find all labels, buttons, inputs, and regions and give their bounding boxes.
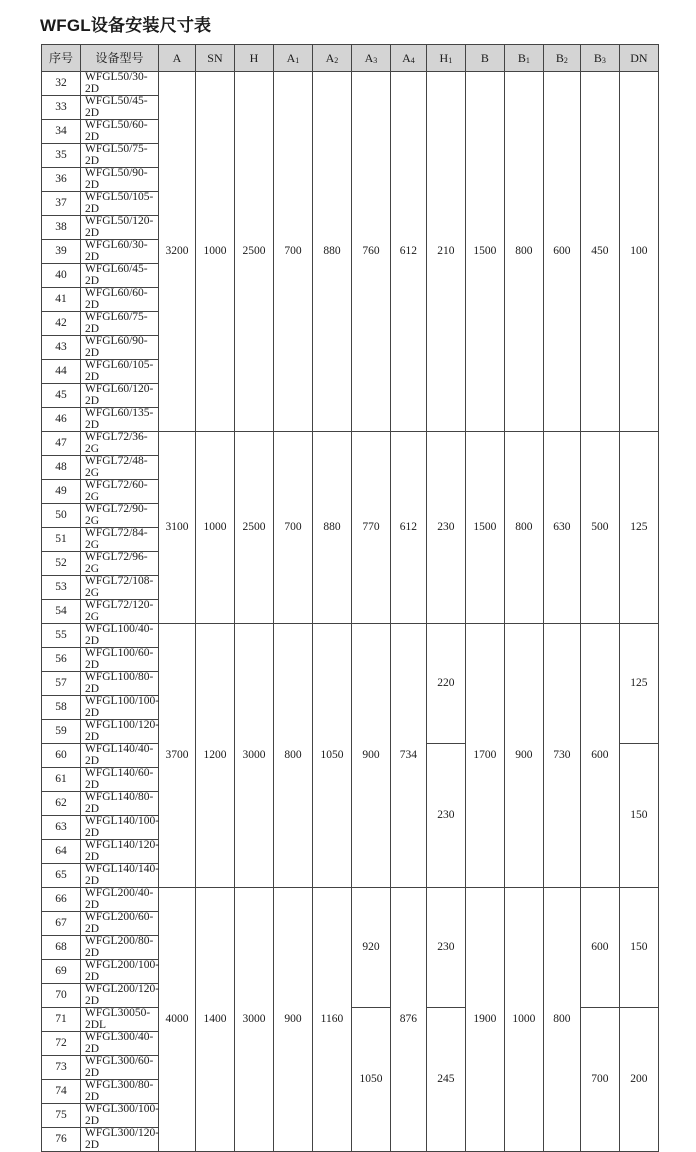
column-header-label: A [364, 50, 374, 65]
table-row [42, 72, 659, 96]
dimension-value-cell: 700 [580, 1008, 619, 1152]
model-cell: WFGL300/40-2D [81, 1032, 159, 1056]
dimension-value-cell: 450 [580, 72, 619, 432]
dimension-value-cell: 2500 [234, 432, 273, 624]
column-header [159, 45, 196, 72]
dimension-value-cell: 1160 [312, 888, 351, 1152]
row-number: 69 [42, 960, 81, 984]
row-number: 48 [42, 456, 81, 480]
table-row [42, 888, 659, 912]
column-header [42, 45, 81, 72]
column-header-subscript: 3 [601, 55, 606, 65]
dimension-value-cell: 770 [351, 432, 390, 624]
dimension-value-cell: 245 [426, 1008, 465, 1152]
row-number: 66 [42, 888, 81, 912]
dimension-value-cell: 220 [426, 624, 465, 744]
row-number: 46 [42, 408, 81, 432]
model-cell: WFGL300/80-2D [81, 1080, 159, 1104]
dimension-value-cell: 1200 [195, 624, 234, 888]
column-header-subscript: 4 [410, 55, 415, 65]
model-cell: WFGL200/100-2D [81, 960, 159, 984]
row-number: 72 [42, 1032, 81, 1056]
dimension-value-cell: 200 [619, 1008, 658, 1152]
column-header-subscript: 1 [448, 55, 453, 65]
model-cell: WFGL50/120-2D [81, 216, 159, 240]
dimension-value-cell: 125 [619, 432, 658, 624]
row-number: 32 [42, 72, 81, 96]
model-cell: WFGL60/105-2D [81, 360, 159, 384]
row-number: 65 [42, 864, 81, 888]
column-header [351, 45, 390, 72]
model-cell: WFGL60/135-2D [81, 408, 159, 432]
dimension-value-cell: 1500 [465, 432, 504, 624]
model-cell: WFGL50/60-2D [81, 120, 159, 144]
column-header [619, 45, 658, 72]
column-header-label: H [439, 50, 449, 65]
dimension-value-cell: 1400 [195, 888, 234, 1152]
dimension-value-cell: 2500 [234, 72, 273, 432]
model-cell: WFGL140/60-2D [81, 768, 159, 792]
dimension-value-cell: 800 [504, 72, 543, 432]
row-number: 41 [42, 288, 81, 312]
dimension-table [41, 44, 659, 1152]
column-header-subscript: 1 [525, 55, 530, 65]
column-header [195, 45, 234, 72]
model-cell: WFGL50/75-2D [81, 144, 159, 168]
model-cell: WFGL72/84-2G [81, 528, 159, 552]
column-header-label: A [402, 50, 411, 65]
row-number: 43 [42, 336, 81, 360]
dimension-value-cell: 630 [543, 432, 580, 624]
model-cell: WFGL100/40-2D [81, 624, 159, 648]
row-number: 58 [42, 696, 81, 720]
model-cell: WFGL72/108-2G [81, 576, 159, 600]
model-cell: WFGL200/80-2D [81, 936, 159, 960]
model-cell: WFGL100/80-2D [81, 672, 159, 696]
dimension-value-cell: 880 [312, 432, 351, 624]
column-header-label: A [325, 50, 335, 65]
dimension-value-cell: 230 [426, 888, 465, 1008]
model-cell: WFGL50/45-2D [81, 96, 159, 120]
model-cell: WFGL100/60-2D [81, 648, 159, 672]
dimension-value-cell: 1000 [504, 888, 543, 1152]
column-header-label: B [593, 50, 602, 65]
model-cell: WFGL140/140-2D [81, 864, 159, 888]
row-number: 67 [42, 912, 81, 936]
row-number: 45 [42, 384, 81, 408]
column-header [312, 45, 351, 72]
column-header [580, 45, 619, 72]
row-number: 39 [42, 240, 81, 264]
row-number: 57 [42, 672, 81, 696]
column-header-subscript: 2 [334, 55, 339, 65]
row-number: 68 [42, 936, 81, 960]
model-cell: WFGL100/100-2D [81, 696, 159, 720]
dimension-value-cell: 1000 [195, 432, 234, 624]
model-cell: WFGL72/90-2G [81, 504, 159, 528]
model-cell: WFGL200/40-2D [81, 888, 159, 912]
dimension-value-cell: 500 [580, 432, 619, 624]
model-cell: WFGL60/60-2D [81, 288, 159, 312]
model-cell: WFGL300/120-2D [81, 1128, 159, 1152]
dimension-value-cell: 900 [504, 624, 543, 888]
row-number: 34 [42, 120, 81, 144]
row-number: 64 [42, 840, 81, 864]
dimension-value-cell: 3200 [159, 72, 196, 432]
row-number: 73 [42, 1056, 81, 1080]
dimension-value-cell: 876 [390, 888, 426, 1152]
table-row [42, 432, 659, 456]
dimension-value-cell: 230 [426, 432, 465, 624]
row-number: 37 [42, 192, 81, 216]
dimension-value-cell: 1700 [465, 624, 504, 888]
dimension-value-cell: 230 [426, 744, 465, 888]
dimension-value-cell: 612 [390, 72, 426, 432]
column-header-label: B [517, 50, 526, 65]
dimension-value-cell: 900 [351, 624, 390, 888]
table-row [42, 624, 659, 648]
model-cell: WFGL200/60-2D [81, 912, 159, 936]
dimension-value-cell: 700 [273, 72, 312, 432]
model-cell: WFGL72/60-2G [81, 480, 159, 504]
row-number: 61 [42, 768, 81, 792]
dimension-value-cell: 3000 [234, 888, 273, 1152]
row-number: 56 [42, 648, 81, 672]
model-cell: WFGL60/30-2D [81, 240, 159, 264]
column-header-subscript: 2 [563, 55, 568, 65]
model-cell: WFGL72/96-2G [81, 552, 159, 576]
row-number: 50 [42, 504, 81, 528]
row-number: 71 [42, 1008, 81, 1032]
dimension-value-cell: 700 [273, 432, 312, 624]
row-number: 49 [42, 480, 81, 504]
row-number: 53 [42, 576, 81, 600]
row-number: 75 [42, 1104, 81, 1128]
model-cell: WFGL300/100-2D [81, 1104, 159, 1128]
dimension-value-cell: 150 [619, 888, 658, 1008]
dimension-value-cell: 3700 [159, 624, 196, 888]
row-number: 42 [42, 312, 81, 336]
dimension-value-cell: 4000 [159, 888, 196, 1152]
page-title: WFGL设备安装尺寸表 [40, 16, 212, 35]
row-number: 52 [42, 552, 81, 576]
model-cell: WFGL60/45-2D [81, 264, 159, 288]
model-cell: WFGL72/120-2G [81, 600, 159, 624]
row-number: 76 [42, 1128, 81, 1152]
column-header-label: SN [207, 51, 223, 65]
row-number: 70 [42, 984, 81, 1008]
dimension-value-cell: 730 [543, 624, 580, 888]
model-cell: WFGL50/30-2D [81, 72, 159, 96]
row-number: 51 [42, 528, 81, 552]
row-number: 38 [42, 216, 81, 240]
row-number: 44 [42, 360, 81, 384]
row-number: 60 [42, 744, 81, 768]
column-header-label: 设备型号 [95, 51, 144, 65]
column-header-subscript: 1 [295, 55, 300, 65]
model-cell: WFGL300/60-2D [81, 1056, 159, 1080]
row-number: 55 [42, 624, 81, 648]
model-cell: WFGL60/90-2D [81, 336, 159, 360]
model-cell: WFGL100/120-2D [81, 720, 159, 744]
column-header [81, 45, 159, 72]
row-number: 74 [42, 1080, 81, 1104]
column-header [390, 45, 426, 72]
column-header [504, 45, 543, 72]
column-header-label: 序号 [48, 51, 73, 65]
dimension-value-cell: 210 [426, 72, 465, 432]
dimension-value-cell: 1000 [195, 72, 234, 432]
model-cell: WFGL140/40-2D [81, 744, 159, 768]
model-cell: WFGL72/48-2G [81, 456, 159, 480]
dimension-value-cell: 612 [390, 432, 426, 624]
dimension-value-cell: 600 [580, 624, 619, 888]
dimension-value-cell: 150 [619, 744, 658, 888]
row-number: 54 [42, 600, 81, 624]
row-number: 40 [42, 264, 81, 288]
model-cell: WFGL72/36-2G [81, 432, 159, 456]
dimension-value-cell: 3000 [234, 624, 273, 888]
header-row [42, 45, 659, 72]
model-cell: WFGL140/100-2D [81, 816, 159, 840]
column-header-label: A [286, 50, 296, 65]
column-header [465, 45, 504, 72]
row-number: 33 [42, 96, 81, 120]
dimension-value-cell: 125 [619, 624, 658, 744]
model-cell: WFGL60/120-2D [81, 384, 159, 408]
model-cell: WFGL30050-2DL [81, 1008, 159, 1032]
column-header-label: B [555, 50, 564, 65]
row-number: 62 [42, 792, 81, 816]
row-number: 36 [42, 168, 81, 192]
model-cell: WFGL140/80-2D [81, 792, 159, 816]
model-cell: WFGL60/75-2D [81, 312, 159, 336]
dimension-value-cell: 920 [351, 888, 390, 1008]
column-header-subscript: 3 [373, 55, 378, 65]
column-header [234, 45, 273, 72]
row-number: 35 [42, 144, 81, 168]
dimension-value-cell: 600 [580, 888, 619, 1008]
dimension-value-cell: 760 [351, 72, 390, 432]
dimension-value-cell: 800 [543, 888, 580, 1152]
column-header-label: H [249, 51, 259, 65]
row-number: 59 [42, 720, 81, 744]
row-number: 47 [42, 432, 81, 456]
dimension-value-cell: 734 [390, 624, 426, 888]
model-cell: WFGL200/120-2D [81, 984, 159, 1008]
model-cell: WFGL140/120-2D [81, 840, 159, 864]
column-header [543, 45, 580, 72]
dimension-value-cell: 100 [619, 72, 658, 432]
column-header-label: B [480, 51, 489, 65]
column-header [273, 45, 312, 72]
column-header [426, 45, 465, 72]
column-header-label: DN [630, 51, 648, 65]
model-cell: WFGL50/105-2D [81, 192, 159, 216]
dimension-value-cell: 1500 [465, 72, 504, 432]
column-header-label: A [172, 51, 182, 65]
dimension-value-cell: 1050 [351, 1008, 390, 1152]
dimension-value-cell: 800 [273, 624, 312, 888]
row-number: 63 [42, 816, 81, 840]
dimension-value-cell: 900 [273, 888, 312, 1152]
model-cell: WFGL50/90-2D [81, 168, 159, 192]
dimension-value-cell: 3100 [159, 432, 196, 624]
dimension-value-cell: 1050 [312, 624, 351, 888]
dimension-value-cell: 800 [504, 432, 543, 624]
dimension-value-cell: 600 [543, 72, 580, 432]
dimension-value-cell: 1900 [465, 888, 504, 1152]
dimension-value-cell: 880 [312, 72, 351, 432]
